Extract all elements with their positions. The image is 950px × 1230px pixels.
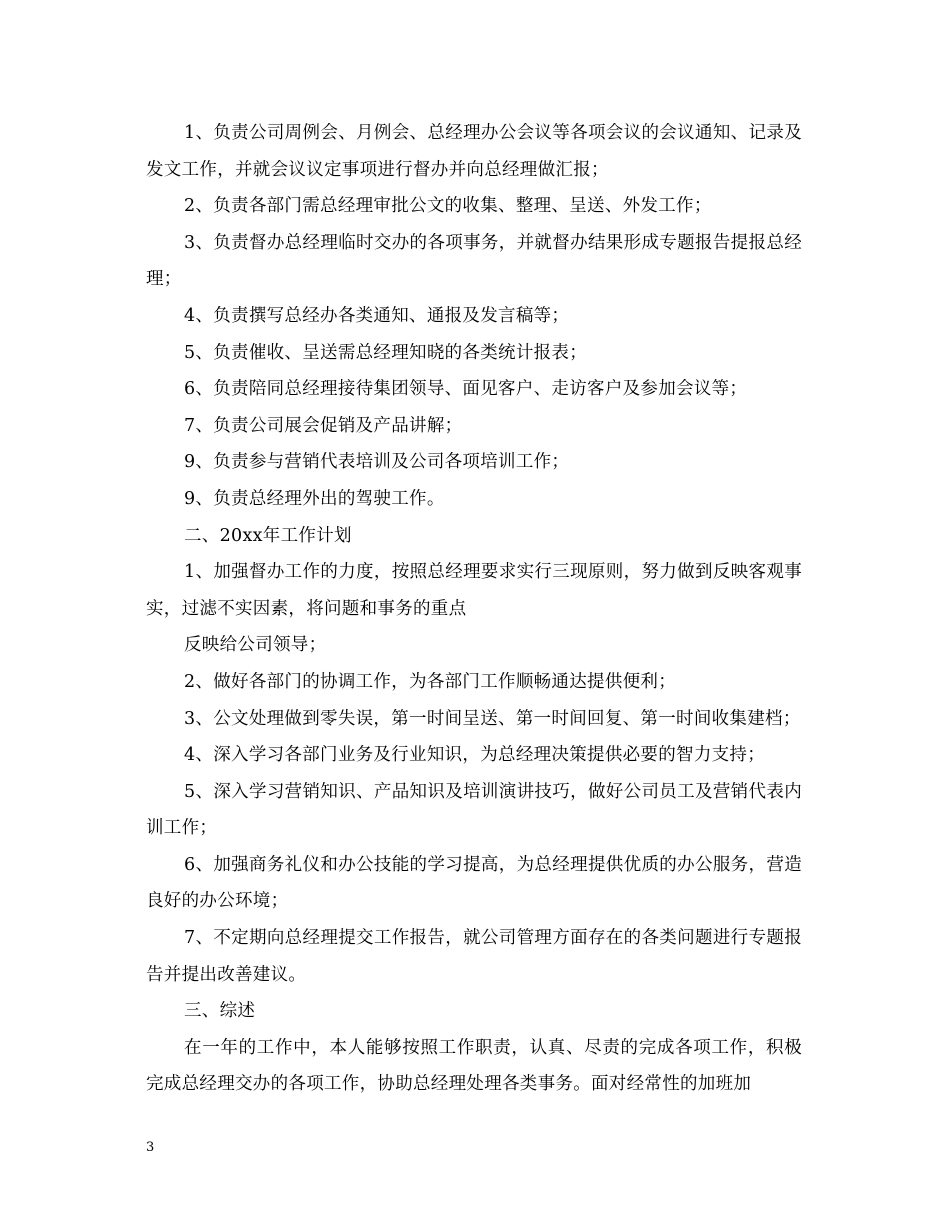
paragraph: 6、负责陪同总经理接待集团领导、面见客户、走访客户及参加会议等； <box>184 379 748 400</box>
paragraph: 2、做好各部门的协调工作，为各部门工作顺畅通达提供便利； <box>184 671 677 692</box>
paragraph: 反映给公司领导； <box>184 635 327 656</box>
paragraph: 3、负责督办总经理临时交办的各项事务，并就督办结果形成专题报告提报总经理； <box>146 232 802 290</box>
paragraph: 5、负责催收、呈送需总经理知晓的各类统计报表； <box>184 342 588 363</box>
paragraph: 7、负责公司展会促销及产品讲解； <box>184 415 463 436</box>
paragraph: 在一年的工作中，本人能够按照工作职责，认真、尽责的完成各项工作，积极完成总经理交办的各项工作，协助总经理处理各类事务。面对经常性的加班加 <box>146 1037 802 1095</box>
section-heading: 二、20xx年工作计划 <box>184 525 352 546</box>
paragraph: 4、深入学习各部门业务及行业知识，为总经理决策提供必要的智力支持； <box>184 745 766 766</box>
paragraph: 1、负责公司周例会、月例会、总经理办公会议等各项会议的会议通知、记录及发文工作，并就会议议定事项进行督办并向总经理做汇报； <box>146 123 802 180</box>
paragraph: 5、深入学习营销知识、产品知识及培训演讲技巧，做好公司员工及营销代表内训工作； <box>146 781 802 839</box>
document-body <box>146 115 802 1103</box>
paragraph: 3、公文处理做到零失误，第一时间呈送、第一时间回复、第一时间收集建档； <box>184 708 801 729</box>
section-heading: 三、综述 <box>184 1001 256 1022</box>
paragraph: 4、负责撰写总经办各类通知、通报及发言稿等； <box>184 305 570 326</box>
paragraph: 9、负责参与营销代表培训及公司各项培训工作； <box>184 452 570 473</box>
paragraph: 1、加强督办工作的力度，按照总经理要求实行三现原则，努力做到反映客观事实，过滤不实因素，将问题和事务的重点 <box>146 562 802 619</box>
paragraph: 9、负责总经理外出的驾驶工作。 <box>184 488 445 509</box>
paragraph: 2、负责各部门需总经理审批公文的收集、整理、呈送、外发工作； <box>184 196 712 217</box>
paragraph: 7、不定期向总经理提交工作报告，就公司管理方面存在的各类问题进行专题报告并提出改善建议。 <box>146 928 802 985</box>
paragraph: 6、加强商务礼仪和办公技能的学习提高，为总经理提供优质的办公服务，营造良好的办公环境； <box>146 854 802 912</box>
page-number: 3 <box>146 1140 155 1155</box>
